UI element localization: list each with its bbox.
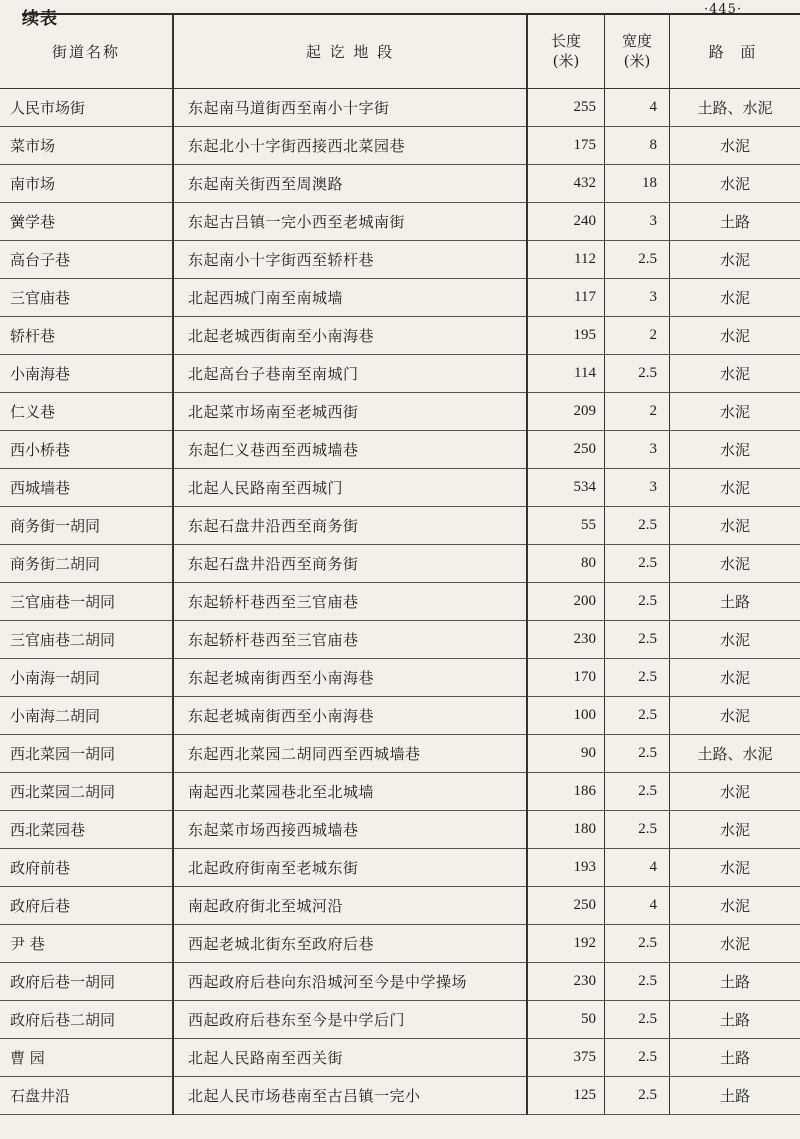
width-cell: 2.5 <box>605 545 670 583</box>
table-row <box>0 165 800 203</box>
section-cell: 北起人民路南至西关街 <box>173 1039 527 1077</box>
length-cell: 90 <box>527 735 605 773</box>
section-cell: 北起菜市场南至老城西街 <box>173 393 527 431</box>
surface-cell: 土路 <box>670 583 800 621</box>
table-row <box>0 621 800 659</box>
width-cell: 8 <box>605 127 670 165</box>
section-cell: 北起西城门南至南城墙 <box>173 279 527 317</box>
section-cell: 西起政府后巷向东沿城河至今是中学操场 <box>173 963 527 1001</box>
width-cell: 4 <box>605 887 670 925</box>
table-row <box>0 355 800 393</box>
width-cell: 2.5 <box>605 621 670 659</box>
surface-cell: 水泥 <box>670 621 800 659</box>
length-cell: 192 <box>527 925 605 963</box>
section-cell: 东起菜市场西接西城墙巷 <box>173 811 527 849</box>
length-cell: 534 <box>527 469 605 507</box>
length-cell: 55 <box>527 507 605 545</box>
section-cell: 东起古吕镇一完小西至老城南街 <box>173 203 527 241</box>
surface-cell: 水泥 <box>670 773 800 811</box>
column-header-width-text: 宽度 (米) <box>621 32 652 70</box>
street-name-cell: 西城墙巷 <box>0 469 173 507</box>
length-cell: 186 <box>527 773 605 811</box>
page-number: ·445· <box>704 2 743 17</box>
surface-cell: 水泥 <box>670 127 800 165</box>
width-cell: 2.5 <box>605 1001 670 1039</box>
street-name-cell: 三官庙巷二胡同 <box>0 621 173 659</box>
street-name-cell: 小南海二胡同 <box>0 697 173 735</box>
street-name-cell: 人民市场街 <box>0 89 173 127</box>
width-cell: 2.5 <box>605 507 670 545</box>
width-cell: 2 <box>605 393 670 431</box>
table-row <box>0 1039 800 1077</box>
width-cell: 2.5 <box>605 241 670 279</box>
surface-cell: 土路、水泥 <box>670 89 800 127</box>
table-row <box>0 393 800 431</box>
table-row <box>0 431 800 469</box>
table-row <box>0 317 800 355</box>
length-cell: 195 <box>527 317 605 355</box>
street-name-cell: 仁义巷 <box>0 393 173 431</box>
width-cell: 2.5 <box>605 811 670 849</box>
table-row <box>0 1001 800 1039</box>
surface-cell: 土路 <box>670 963 800 1001</box>
table-body <box>0 89 800 1115</box>
surface-cell: 土路 <box>670 203 800 241</box>
column-header-surface: 路 面 <box>670 14 800 89</box>
section-cell: 南起政府街北至城河沿 <box>173 887 527 925</box>
street-name-cell: 石盘井沿 <box>0 1077 173 1115</box>
length-cell: 250 <box>527 887 605 925</box>
street-name-cell: 西北菜园一胡同 <box>0 735 173 773</box>
section-cell: 东起轿杆巷西至三官庙巷 <box>173 583 527 621</box>
surface-cell: 水泥 <box>670 279 800 317</box>
street-name-cell: 西小桥巷 <box>0 431 173 469</box>
street-name-cell: 政府后巷二胡同 <box>0 1001 173 1039</box>
surface-cell: 土路 <box>670 1077 800 1115</box>
street-name-cell: 黉学巷 <box>0 203 173 241</box>
section-cell: 西起老城北街东至政府后巷 <box>173 925 527 963</box>
length-cell: 112 <box>527 241 605 279</box>
table-row <box>0 89 800 127</box>
table-row <box>0 659 800 697</box>
section-cell: 西起政府后巷东至今是中学后门 <box>173 1001 527 1039</box>
street-name-cell: 小南海一胡同 <box>0 659 173 697</box>
street-name-cell: 三官庙巷一胡同 <box>0 583 173 621</box>
section-cell: 东起北小十字街西接西北菜园巷 <box>173 127 527 165</box>
section-cell: 北起政府街南至老城东街 <box>173 849 527 887</box>
table-row <box>0 545 800 583</box>
surface-cell: 水泥 <box>670 393 800 431</box>
width-cell: 3 <box>605 469 670 507</box>
length-cell: 180 <box>527 811 605 849</box>
width-cell: 2.5 <box>605 963 670 1001</box>
width-cell: 2.5 <box>605 735 670 773</box>
street-name-cell: 菜市场 <box>0 127 173 165</box>
length-cell: 193 <box>527 849 605 887</box>
table-row <box>0 925 800 963</box>
section-cell: 北起老城西街南至小南海巷 <box>173 317 527 355</box>
column-header-length <box>527 14 605 89</box>
table-row <box>0 773 800 811</box>
table-row <box>0 279 800 317</box>
length-cell: 375 <box>527 1039 605 1077</box>
width-cell: 2.5 <box>605 1077 670 1115</box>
street-table <box>0 14 800 1115</box>
surface-cell: 水泥 <box>670 545 800 583</box>
street-name-cell: 小南海巷 <box>0 355 173 393</box>
table-row <box>0 203 800 241</box>
surface-cell: 水泥 <box>670 849 800 887</box>
length-cell: 100 <box>527 697 605 735</box>
table-row <box>0 583 800 621</box>
width-cell: 4 <box>605 89 670 127</box>
table-row <box>0 811 800 849</box>
width-cell: 2.5 <box>605 773 670 811</box>
street-name-cell: 西北菜园二胡同 <box>0 773 173 811</box>
surface-cell: 水泥 <box>670 241 800 279</box>
section-cell: 东起南马道街西至南小十字街 <box>173 89 527 127</box>
section-cell: 东起南关街西至周澳路 <box>173 165 527 203</box>
surface-cell: 水泥 <box>670 431 800 469</box>
width-cell: 2 <box>605 317 670 355</box>
street-name-cell: 高台子巷 <box>0 241 173 279</box>
surface-cell: 水泥 <box>670 887 800 925</box>
width-cell: 4 <box>605 849 670 887</box>
width-cell: 2.5 <box>605 1039 670 1077</box>
surface-cell: 水泥 <box>670 317 800 355</box>
column-header-width <box>605 14 670 89</box>
table-row <box>0 849 800 887</box>
table-row <box>0 735 800 773</box>
street-name-cell: 轿杆巷 <box>0 317 173 355</box>
section-cell: 东起轿杆巷西至三官庙巷 <box>173 621 527 659</box>
section-cell: 北起人民路南至西城门 <box>173 469 527 507</box>
table-row <box>0 887 800 925</box>
width-cell: 2.5 <box>605 659 670 697</box>
surface-cell: 水泥 <box>670 165 800 203</box>
width-cell: 3 <box>605 203 670 241</box>
street-name-cell: 商务街二胡同 <box>0 545 173 583</box>
surface-cell: 水泥 <box>670 355 800 393</box>
surface-cell: 水泥 <box>670 811 800 849</box>
section-cell: 东起石盘井沿西至商务街 <box>173 545 527 583</box>
section-cell: 东起老城南街西至小南海巷 <box>173 659 527 697</box>
length-cell: 175 <box>527 127 605 165</box>
section-cell: 北起高台子巷南至南城门 <box>173 355 527 393</box>
width-cell: 18 <box>605 165 670 203</box>
surface-cell: 土路、水泥 <box>670 735 800 773</box>
surface-cell: 水泥 <box>670 507 800 545</box>
length-cell: 117 <box>527 279 605 317</box>
length-cell: 80 <box>527 545 605 583</box>
length-cell: 230 <box>527 963 605 1001</box>
column-header-section: 起 讫 地 段 <box>173 14 527 89</box>
street-name-cell: 西北菜园巷 <box>0 811 173 849</box>
table-row <box>0 1077 800 1115</box>
table-row <box>0 469 800 507</box>
width-cell: 2.5 <box>605 925 670 963</box>
street-name-cell: 尹 巷 <box>0 925 173 963</box>
width-cell: 2.5 <box>605 583 670 621</box>
length-cell: 170 <box>527 659 605 697</box>
surface-cell: 水泥 <box>670 659 800 697</box>
width-cell: 3 <box>605 279 670 317</box>
street-name-cell: 政府后巷一胡同 <box>0 963 173 1001</box>
street-name-cell: 政府后巷 <box>0 887 173 925</box>
length-cell: 432 <box>527 165 605 203</box>
table-row <box>0 507 800 545</box>
length-cell: 209 <box>527 393 605 431</box>
length-cell: 230 <box>527 621 605 659</box>
street-name-cell: 三官庙巷 <box>0 279 173 317</box>
table-header-row <box>0 14 800 89</box>
section-cell: 北起人民市场巷南至古吕镇一完小 <box>173 1077 527 1115</box>
length-cell: 50 <box>527 1001 605 1039</box>
section-cell: 东起仁义巷西至西城墙巷 <box>173 431 527 469</box>
length-cell: 200 <box>527 583 605 621</box>
column-header-length-text: 长度 (米) <box>550 32 581 70</box>
street-name-cell: 政府前巷 <box>0 849 173 887</box>
section-cell: 东起西北菜园二胡同西至西城墙巷 <box>173 735 527 773</box>
street-name-cell: 商务街一胡同 <box>0 507 173 545</box>
width-cell: 3 <box>605 431 670 469</box>
width-cell: 2.5 <box>605 697 670 735</box>
section-cell: 东起石盘井沿西至商务街 <box>173 507 527 545</box>
column-header-name: 街道名称 <box>0 14 173 89</box>
surface-cell: 土路 <box>670 1039 800 1077</box>
surface-cell: 土路 <box>670 1001 800 1039</box>
continued-label: 续表 <box>22 9 58 29</box>
table-row <box>0 697 800 735</box>
table-row <box>0 241 800 279</box>
section-cell: 东起老城南街西至小南海巷 <box>173 697 527 735</box>
surface-cell: 水泥 <box>670 697 800 735</box>
length-cell: 250 <box>527 431 605 469</box>
table-row <box>0 127 800 165</box>
length-cell: 114 <box>527 355 605 393</box>
street-name-cell: 曹 园 <box>0 1039 173 1077</box>
surface-cell: 水泥 <box>670 925 800 963</box>
width-cell: 2.5 <box>605 355 670 393</box>
table-row <box>0 963 800 1001</box>
length-cell: 255 <box>527 89 605 127</box>
length-cell: 240 <box>527 203 605 241</box>
street-name-cell: 南市场 <box>0 165 173 203</box>
surface-cell: 水泥 <box>670 469 800 507</box>
section-cell: 南起西北菜园巷北至北城墙 <box>173 773 527 811</box>
length-cell: 125 <box>527 1077 605 1115</box>
section-cell: 东起南小十字街西至轿杆巷 <box>173 241 527 279</box>
